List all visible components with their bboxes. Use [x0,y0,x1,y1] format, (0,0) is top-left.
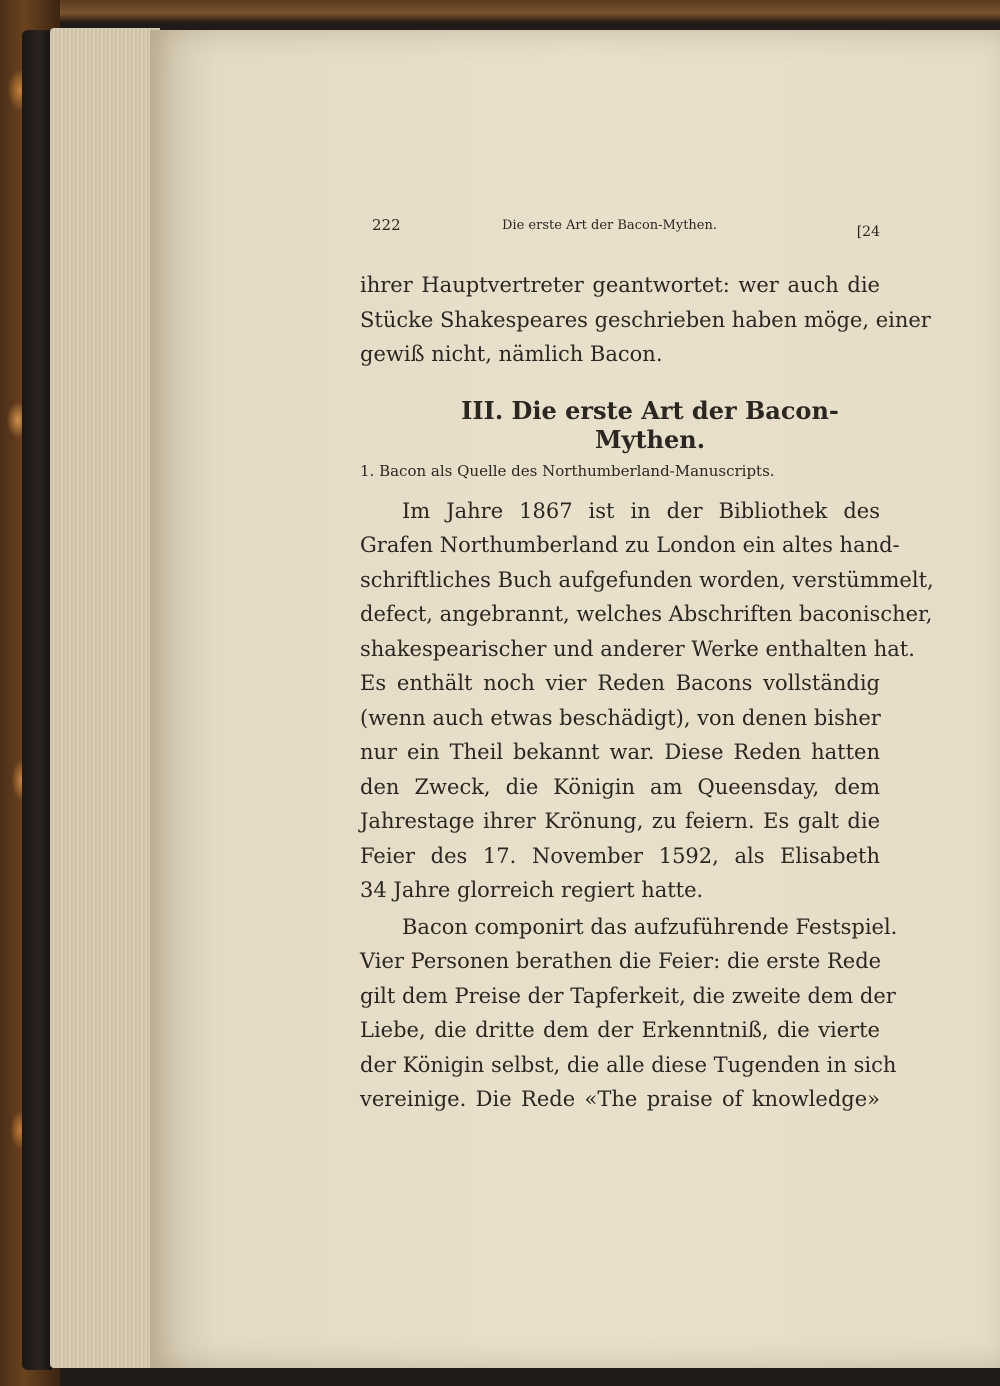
section-heading: 1. Bacon als Quelle des Northumberland-Manuscripts. [360,461,775,480]
text-line: Es enthält noch vier Reden Bacons vollständig [360,671,880,695]
text-line: defect, angebrannt, welches Abschriften baconischer, [360,602,933,626]
page-header [360,210,880,240]
text-line: schriftliches Buch aufgefunden worden, verstümmelt, [360,567,934,592]
text-line: Feier des 17. November 1592, als Elisabeth [360,843,880,868]
text-line: nur ein Theil bekannt war. Diese Reden hatten [360,740,880,764]
top-cover-strip [60,0,1000,22]
text-line: Vier Personen berathen die Feier: die erste Rede [360,949,882,973]
text-line: gewiß nicht, nämlich Bacon. [360,342,663,366]
page-text [360,210,934,1117]
text-line: shakespearischer und anderer Werke enthalten hat. [360,636,915,661]
text-line: Stücke Shakespeares geschrieben haben möge, einer [360,307,931,332]
text-line: vereinige. Die Rede «The praise of knowledge» [360,1087,880,1111]
text-line: gilt dem Preise der Tapferkeit, die zweite dem der [360,983,896,1008]
continuation-text [360,268,931,372]
cover-spine-edge [22,30,52,1370]
text-line: 34 Jahre glorreich regiert hatte. [360,878,704,902]
text-line: (wenn auch etwas beschädigt), von denen bisher [360,705,881,730]
page-block-edges [50,28,160,1368]
sheet-mark: [24 [856,224,880,240]
text-line: Im Jahre 1867 ist in der Bibliothek des [402,498,880,523]
paragraph [360,494,934,908]
running-head: Die erste Art der Bacon-Mythen. [502,218,717,233]
text-line: Jahrestage ihrer Krönung, zu feiern. Es galt die [360,809,880,833]
page-number: 222 [372,216,401,234]
chapter-heading: III. Die erste Art der Bacon-Mythen. [461,395,839,454]
text-line: Bacon componirt das aufzuführende Festspiel. [402,914,898,939]
text-line: den Zweck, die Königin am Queensday, dem [360,774,880,799]
text-line: der Königin selbst, die alle diese Tugenden in sich [360,1052,897,1077]
text-line: Liebe, die dritte dem der Erkenntniß, die vierte [360,1018,880,1042]
paragraph [360,910,898,1117]
text-line: ihrer Hauptvertreter geantwortet: wer auch die [360,273,880,297]
text-line: Grafen Northumberland zu London ein altes hand- [360,533,900,557]
